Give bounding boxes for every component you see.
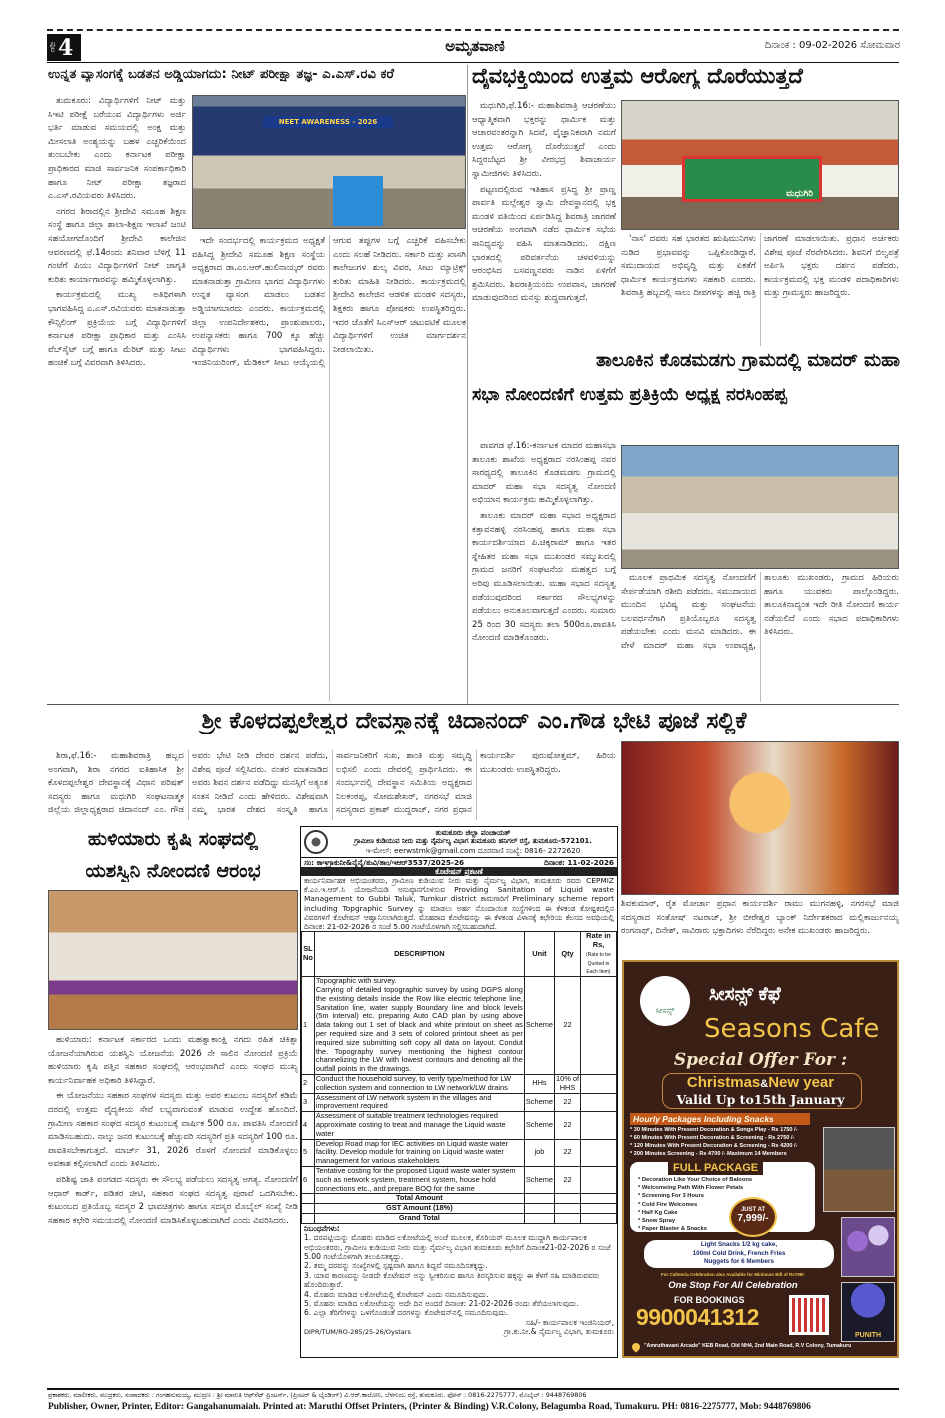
row-desc: Conduct the household survey, to verify type/method for LW collection system and connection to LW network/LW drains bbox=[314, 1074, 524, 1093]
ad-address: "Amruthavani Arcade" KEB Road, Old NH4, 2nd Main Road, R.V Colony, Tumakuru bbox=[644, 1343, 852, 1349]
masthead-rule bbox=[47, 62, 899, 63]
condition: 6. ಎಲ್ಲಾ ತೆರಿಗೆಗಳನ್ನು ಒಳಗೊಂಡಂತೆ ದರಗಳನ್ನು ಕೊಟೇಷನ್‌ನಲ್ಲಿ ನಮೂದಿಸುವುದು. bbox=[304, 1308, 509, 1318]
row-qty: 22 bbox=[555, 1139, 581, 1166]
row-rate bbox=[581, 1112, 617, 1139]
row-sl: 1 bbox=[302, 977, 315, 1075]
tender-intro: ಕಾರ್ಯನಿರ್ವಾಹಕ ಅಭಿಯಂತರರು, ಗ್ರಾಮೀಣ ಕುಡಿಯುವ ನೀರು ಮತ್ತು ನೈರ್ಮಲ್ಯ ವಿಭಾಗ, ತುಮಕೂರು ರವರು CEPMIZ ಕೆ.ಎಂ.ಇ.ಆರ್.ಸಿ ಯೋಜನೆಯಡಿ ಅನುಷ್ಠಾನಗೊಳಿಸುವ Providing Sanitation of Liquid waste Management to Gubbi Taluk, Tumkur district ಕಾಮಗಾರಿಗೆ Preliminary scheme report including Topgraphic Survey ನ್ನು ಮಾಡಲು ಅರ್ಹ ನೊಂದಾಯಿತ ಸಂಸ್ಥೆಗಳಿಂದ ಈ ಕೆಳಕಂಡ ಕೋಷ್ಟಕದಲ್ಲಿನ ವಿವರಗಳಿಗೆ ಕೊಟೇಷನ್ ಆಹ್ವಾನಿಸಲಾಗಿರುತ್ತದೆ. ಮೊಹರಾದ ಕೊಟೇಷನನ್ನು ಈ ಕೆಳಕಂಡ ವಿಳಾಸಕ್ಕೆ ಕಛೇರಿಯ ಕೆಲಸದ ಅವಧಿಯಲ್ಲಿ ದಿನಾಂಕ: 21-02-2026 ರ ಸಂಜೆ 5.00 ಗಂಟೆಯೊಳಗಾಗಿ ಸಲ್ಲಿಸಬಹುದಾಗಿದೆ. bbox=[304, 876, 614, 932]
table-row bbox=[302, 1166, 617, 1193]
col-rate-label: Rate in Rs, bbox=[586, 931, 611, 950]
tender-ref-date: ದಿನಾಂಕ: 11-02-2026 bbox=[544, 857, 614, 867]
total-row bbox=[302, 1194, 617, 1204]
row-sl: 6 bbox=[302, 1166, 315, 1193]
grand-total-label: Grand Total bbox=[314, 1213, 524, 1223]
madar-para: ತಾಲೂಕು ಮಾದರ್ ಮಹಾ ಸಭಾದ ಅಧ್ಯಕ್ಷರಾದ ಕತ್ತಾವನಹಳ್ಳಿ ನರಸಿಂಹಪ್ಪ ಹಾಗೂ ಮಹಾ ಸಭಾ ಕಾರ್ಯದರ್ಶಿಯಾದ ಪಿ.ಚಿಕ್ಕರಾಮ್ ಹಾಗೂ ಇತರ ಸ್ನೇಹಿತರ ಮಹಾ ಸಭಾ ಮುಖಂಡರ ಸಮ್ಮುಖದಲ್ಲಿ ಗ್ರಾಮದ ಜನರಿಗೆ ಸಂಘಟನೆಯ ಮಹತ್ವದ ಬಗ್ಗೆ ಅರಿವು ಮೂಡಿಸಲಾಯಿತು. ಮಹಾ ಸಭಾದ ಸದಸ್ಯತ್ವ ಪಡೆಯುವುದರಿಂದ ಸರ್ಕಾರದ ಸೌಲಭ್ಯಗಳನ್ನು ಪಡೆಯಲು ಅನುಕೂಲವಾಗುತ್ತದೆ ಎಂದರು. ಸುಮಾರು 25 ರಿಂದ 30 ಸದಸ್ಯರು ತಲಾ 500ರೂ.ಪಾವತಿಸಿ ನೋಂದಣಿ ಮಾಡಿಕೊಂಡರು. bbox=[472, 510, 616, 644]
gst-row bbox=[302, 1204, 617, 1214]
full-package-title: FULL PACKAGE bbox=[668, 1161, 763, 1175]
ad-photo-punith bbox=[841, 1282, 895, 1342]
full-package-item: * Screening For 3 Hours bbox=[638, 1193, 705, 1200]
students-figure bbox=[333, 176, 383, 226]
madar-para: ಮೂಲಕ ಪ್ರಾಥಮಿಕ ಸದಸ್ಯತ್ವ ನೋಂದಣಿಗೆ ಸೇರ್ಪಡೆಯಾಗಿ ರಶೀದಿ ಪಡೆದರು. ಸಮುದಾಯದ ಮುಂದಿನ ಭವಿಷ್ಯ ಮತ್ತು ಸಂಘಟನೆಯ ಬಲವರ್ಧನೆಗಾಗಿ ಪ್ರತಿಯೊಬ್ಬರೂ ಸದಸ್ಯತ್ವ ಪಡೆಯಬೇಕು ಎಂದು ಮನವಿ ಮಾಡಿದರು. ಈ ವೇಳೆ ಮಾದರ್ ಮಹಾ ಸಭಾ ಉಪಾಧ್ಯಕ್ಷ, ತಾಲೂಕು ಮುಖಂಡರು, ಗ್ರಾಮದ ಹಿರಿಯರು ಹಾಗೂ ಯುವಕರು ಪಾಲ್ಗೊಂಡಿದ್ದರು. ತಾಲೂಕಿನಾದ್ಯಂತ ಇದೇ ರೀತಿ ನೋಂದಣಿ ಕಾರ್ಯ ನಡೆಯಲಿದೆ ಎಂದು ಸಭಾದ ಪದಾಧಿಕಾರಿಗಳು ತಿಳಿಸಿದರು. bbox=[621, 573, 899, 651]
table-row bbox=[302, 1074, 617, 1093]
seasons-cafe-ad bbox=[622, 960, 899, 1358]
neet-body-continued bbox=[192, 235, 466, 701]
ad-photo-balloons bbox=[841, 1217, 895, 1277]
row-sl: 2 bbox=[302, 1074, 315, 1093]
page-label: ಪುಟ bbox=[49, 42, 57, 53]
col-rate bbox=[581, 932, 617, 977]
huliyar-headline-line1: ಹುಳಿಯಾರು ಕೃಷಿ ಸಂಘದಲ್ಲಿ bbox=[87, 828, 259, 850]
neet-para: ತುಮಕೂರು: ವಿದ್ಯಾರ್ಥಿಗಳಿಗೆ ನೀಟ್ ಮತ್ತು ಸಿಇಟಿ ಪರೀಕ್ಷೆ ಬರೆಯುವ ವಿದ್ಯಾರ್ಥಿಗಳು ಅರ್ಜಿ ಭರ್ತಿ ಮಾಡುವ ಸಮಯದಲ್ಲಿ ಅಂಕ್ಷ ಮತ್ತು ಮೀಸಲಾತಿ ಅಂಶ್ಯಯನ್ನು ಬಹಳ ಎಚ್ಚರಿಕೆಯಿಂದ ತುಂಬಬೇಕು ಎಂದು ಕರ್ನಾಟಕ ಪರೀಕ್ಷಾ ಪ್ರಾಧಿಕಾರದ ಮಾಜಿ ಸಾರ್ವಜನಿಕ ಸಂಪರ್ಕಾಧಿಕಾರಿ ಹಾಗೂ ನೀಟ್ ಪರೀಕ್ಷಾ ತಜ್ಞರಾದ ಎ.ಎಸ್.ರವಿಯವರು ತಿಳಿಸಿದರು. bbox=[48, 96, 186, 202]
snacks-line: Light Snacks 1/2 kg cake, bbox=[700, 1241, 778, 1248]
photo-label: PUNITH bbox=[854, 1332, 882, 1339]
devotion-body-continued bbox=[621, 233, 899, 346]
row-rate bbox=[581, 1139, 617, 1166]
location-pin-icon bbox=[630, 1341, 641, 1352]
col-description: DESCRIPTION bbox=[314, 932, 524, 977]
ad-name-english: Seasons Cafe bbox=[704, 1014, 880, 1044]
hourly-title: Hourly Packages Including Snacks bbox=[630, 1113, 810, 1125]
row-sl: 4 bbox=[302, 1112, 315, 1139]
page-number: 4 bbox=[58, 34, 74, 61]
col-sl: SL No bbox=[302, 932, 315, 977]
huliyar-photo bbox=[48, 890, 298, 1030]
devotion-body bbox=[472, 100, 616, 346]
hourly-item: * 60 Minutes With Present Decoration & Screening - Rs 2750 /- bbox=[630, 1135, 795, 1141]
ad-name-kannada: ಸೀಸನ್ಸ್ ಕೆಫೆ bbox=[709, 984, 781, 1005]
full-package-item: * Half Kg Cake bbox=[638, 1209, 678, 1216]
huliyar-para: ಹುಳಿಯಾರು: ಕರ್ನಾಟಕ ಸರ್ಕಾರದ ಒಂದು ಮಹತ್ವಾಕಾಂಕ್ಷಿ ನಗದು ರಹಿತ ಚಿಕಿತ್ಸಾ ಯೋಜನೆಯಾಗಿರುವ ಯಶಸ್ವಿನಿ ಯೋಜನೆಯ 2026 ನೇ ಸಾಲಿನ ನೋಂದಣಿ ಪ್ರಕ್ರಿಯೆ ಹುಳಿಯಾರು ಕೃಷಿ ಪತ್ತಿನ ಸಹಕಾರ ಸಂಘದಲ್ಲಿ ಆರಂಭವಾಗಿದೆ ಎಂದು ಸಂಘದ ಮುಖ್ಯ ಕಾರ್ಯನಿರ್ವಾಹಕ ಅಧಿಕಾರಿ ತಿಳಿಸಿದ್ದಾರೆ. bbox=[48, 1035, 298, 1086]
tender-office-line1: ತುಮಕೂರು ಜಿಲ್ಲಾ ಪಂಚಾಯತ್ bbox=[435, 828, 511, 837]
row-desc-title: Topographic with survey. bbox=[315, 976, 397, 986]
row-unit: Scheme bbox=[524, 977, 554, 1075]
row-unit: job bbox=[524, 1139, 554, 1166]
devotion-para: 'ನಾಸ' ದವರು ಸಹ ಭಾರತದ ಋಷಿಮುನಿಗಳು ನುಡಿದ ಪ್ರಭಾವವನ್ನು ಒಪ್ಪಿಕೊಂಡಿದ್ದಾರೆ. ಸಮುದಾಯದ ಅಭಿವೃದ್ಧಿ ಮತ್ತು ಏಕತೆಗೆ ಧಾರ್ಮಿಕ ಕಾರ್ಯಕ್ರಮಗಳು ಸಹಕಾರಿ ಎಂದರು. ಶಿವರಾತ್ರಿ ಹಬ್ಬದಲ್ಲಿ ಸಾಲು ದೀಪಗಳನ್ನು ಹಚ್ಚಿ ರಾತ್ರಿ ಜಾಗರಣೆ ಮಾಡಲಾಯಿತು. ಪ್ರಧಾನ ಅರ್ಚಕರು ವಿಶೇಷ ಪೂಜೆ ನೆರವೇರಿಸಿದರು. ಶಿವನಿಗೆ ಬಿಲ್ವಪತ್ರೆ ಅರ್ಪಿಸಿ ಭಕ್ತರು ದರ್ಶನ ಪಡೆದರು. ಕಾರ್ಯಕ್ರಮದಲ್ಲಿ ಭಕ್ತ ಮಂಡಳಿ ಪದಾಧಿಕಾರಿಗಳು ಮತ್ತು ಗ್ರಾಮಸ್ಥರು ಹಾಜರಿದ್ದರು. bbox=[621, 234, 899, 299]
valid-until: Valid Up to15th January bbox=[676, 1092, 845, 1107]
government-emblem-icon bbox=[304, 830, 328, 854]
row-desc: Develop Road map for IEC activities on Liquid waste water facility. Develop module for training on Liquid waste water management for various stakeholders bbox=[314, 1139, 524, 1166]
table-row bbox=[302, 1139, 617, 1166]
row-sl: 3 bbox=[302, 1093, 315, 1112]
row-rate bbox=[581, 1074, 617, 1093]
table-row bbox=[302, 1112, 617, 1139]
devotion-headline: ದೈವಭಕ್ತಿಯಿಂದ ಉತ್ತಮ ಆರೋಗ್ಯ ದೊರೆಯುತ್ತದೆ bbox=[472, 64, 803, 88]
top-rule bbox=[47, 29, 899, 31]
devotion-photo-banner: ಮಧುಗಿರಿ bbox=[682, 156, 822, 202]
row-qty: 10% of HHS bbox=[556, 1073, 580, 1092]
dipr-code: DIPR/TUM/RO-285/25-26/Oystars bbox=[304, 1328, 411, 1337]
neet-headline: ಉನ್ನತ ವ್ಯಾಸಂಗಕ್ಕೆ ಬಡತನ ಅಡ್ಡಿಯಾಗದು: ನೀಟ್ ಪರೀಕ್ಷಾ ತಜ್ಞ- ಎ.ಎಸ್.ರವಿ ಕರೆ bbox=[48, 67, 394, 82]
signature-line1: ಸಹಿ/- ಕಾರ್ಯಪಾಲಕ ಇಂಜಿನಿಯರ್, bbox=[525, 1317, 614, 1327]
row-sl: 5 bbox=[302, 1139, 315, 1166]
condition: 3. ಯಾವ ಕಾರಣವನ್ನು ನೀಡದೇ ಕೊಟೇಷನ್ ಅನ್ನು ಸ್ವೀಕರಿಸುವ ಹಾಗೂ ತಿರಸ್ಕರಿಸುವ ಹಕ್ಕನ್ನು ಈ ಕೆಳಗೆ ಸಹಿ ಮಾಡಿರುವವರು ಹೊಂದಿರುತ್ತಾರೆ. bbox=[304, 1270, 600, 1290]
ampersand: & bbox=[760, 1078, 769, 1090]
row-unit: Scheme bbox=[524, 1166, 554, 1193]
madar-body bbox=[472, 440, 616, 702]
price-badge bbox=[729, 1197, 777, 1237]
page-number-box bbox=[47, 34, 81, 61]
neet-para: ಇದೇ ಸಂದರ್ಭದಲ್ಲಿ ಕಾರ್ಯಕ್ರಮದ ಅಧ್ಯಕ್ಷತೆ ವಹಿಸಿದ್ದ ಶ್ರೀದೇವಿ ಸಮೂಹ ಶಿಕ್ಷಣ ಸಂಸ್ಥೆಯ ಅಧ್ಯಕ್ಷರಾದ ಡಾ.ಎಂ.ಆರ್.ಹುಲಿನಾಯ್ಕರ್ ರವರು ಮಾತನಾಡುತ್ತಾ ಗ್ರಾಮೀಣ ಭಾಗದ ವಿದ್ಯಾರ್ಥಿಗಳು ಉನ್ನತ ವ್ಯಾಸಂಗ ಮಾಡಲು ಬಡತನ ಅಡ್ಡಿಯಾಗಬಾರದು ಎಂದರು. ಕಾರ್ಯಕ್ರಮದಲ್ಲಿ ಜಿಲ್ಲಾ ಉಪನಿರ್ದೇಶಕರು, ಪ್ರಾಂಶುಪಾಲರು, ಉಪನ್ಯಾಸಕರು ಹಾಗೂ 700 ಕ್ಕೂ ಹೆಚ್ಚು ವಿದ್ಯಾರ್ಥಿಗಳು ಭಾಗವಹಿಸಿದ್ದರು. ಇಂಜಿನಿಯರಿಂಗ್, ಮೆಡಿಕಲ್ ಸೀಟು ಆಯ್ಕೆಯಲ್ಲಿ ಆಗುವ ತಪ್ಪುಗಳ ಬಗ್ಗೆ ಎಚ್ಚರಿಕೆ ವಹಿಸಬೇಕು ಎಂದು ಸಲಹೆ ನೀಡಿದರು. ಸರ್ಕಾರಿ ಮತ್ತು ಖಾಸಗಿ ಕಾಲೇಜುಗಳ ಶುಲ್ಕ ವಿವರ, ಸೀಟು ಮ್ಯಾಟ್ರಿಕ್ಸ್ ಕುರಿತು ಮಾಹಿತಿ ನೀಡಿದರು. ಕಾರ್ಯಕ್ರಮದಲ್ಲಿ ಶ್ರೀದೇವಿ ಕಾಲೇಜಿನ ಆಡಳಿತ ಮಂಡಳಿ ಸದಸ್ಯರು, ಶಿಕ್ಷಕರು ಹಾಗೂ ಪೋಷಕರು ಉಪಸ್ಥಿತರಿದ್ದರು. ಇದರ ಜೊತೆಗೆ ಸಿಎಸ್‌ಆರ್ ಚಟುವಟಿಕೆ ಮೂಲಕ ವಿದ್ಯಾರ್ಥಿಗಳಿಗೆ ಉಚಿತ ಮಾರ್ಗದರ್ಶನ ನೀಡಲಾಯಿತು. bbox=[192, 236, 466, 369]
tender-contact: ಇ-ಮೇಲ್: eerwstmk@gmail.com ದೂರವಾಣಿ ಸಂಖ್ಯೆ: 0816- 2272620 bbox=[365, 846, 581, 856]
neet-para: ಕಾರ್ಯಕ್ರಮದಲ್ಲಿ ಮುಖ್ಯ ಅತಿಥಿಗಳಾಗಿ ಭಾಗವಹಿಸಿದ್ದ ಎ.ಎಸ್.ರವಿಯವರು ಮಾತನಾಡುತ್ತಾ ಕೌನ್ಸಿಲಿಂಗ್ ಪ್ರಕ್ರಿಯೆಯ ಬಗ್ಗೆ ವಿದ್ಯಾರ್ಥಿಗಳಿಗೆ ಕರ್ನಾಟಕ ಪರೀಕ್ಷಾ ಪ್ರಾಧಿಕಾರ ಮತ್ತು ಎಂಸಿಸಿ ವೆಬ್‌ಸೈಟ್ ಬಗ್ಗೆ ಹಾಗೂ ಮೆರಿಟ್ ಮತ್ತು ಸೀಟು ಹಂಚಿಕೆ ಬಗ್ಗೆ ವಿವರವಾಗಿ ತಿಳಿಸಿದರು. bbox=[48, 290, 186, 369]
hourly-item: * 200 Minutes Screening - Rs 4700 /- Maximum 14 Members bbox=[630, 1151, 787, 1157]
tender-table bbox=[301, 931, 617, 1224]
tender-table-header bbox=[302, 932, 617, 977]
grand-total-row bbox=[302, 1213, 617, 1223]
huliyar-body bbox=[48, 1034, 298, 1356]
footer-kannada: ಪ್ರಕಾಶಕರು, ಮಾಲೀಕರು, ಮುದ್ರಕರು, ಸಂಪಾದಕರು : ಗಂಗಹನುಮಯ್ಯ, ಮುದ್ರಣ : ಶ್ರೀ ಮಾರುತಿ ಆಫ್‌ಸೆಟ್ ಪ್ರಿಂಟರ್ಸ್, (ಪ್ರಿಂಟರ್ & ಬೈಂಡಿಂಗ್) ವಿ.ಆರ್.ಕಾಲೋನಿ, ಬೆಳಗುಂಬ ರಸ್ತೆ, ತುಮಕೂರು. ಫೋನ್ : 0816-2275777, ಮೊಬೈಲ್ : 9448769806 bbox=[48, 1391, 587, 1399]
occasion-christmas: Christmas bbox=[686, 1074, 761, 1091]
snacks-line: 100ml Cold Drink, French Fries bbox=[692, 1249, 786, 1257]
hourly-item: * 30 Minutes With Present Decoration & Songs Play - Rs 1750 /- bbox=[630, 1127, 798, 1133]
snacks-box bbox=[644, 1240, 834, 1268]
huliyar-headline-line2: ಯಶಸ್ವಿನಿ ನೋಂದಣಿ ಆರಂಭ bbox=[85, 860, 261, 882]
tender-office-line2: ಗ್ರಾಮೀಣ ಕುಡಿಯುವ ನೀರು ಮತ್ತು ನೈರ್ಮಲ್ಯ ವಿಭಾಗ ತುಮಕೂರು ಹನಿಗಲ್ ರಸ್ತೆ, ತುಮಕೂರು-572101. bbox=[354, 837, 592, 846]
column-divider bbox=[467, 65, 468, 705]
madar-para: ಪಾವಗಡ ಫೆ.16:-ಕರ್ನಾಟಕ ಮಾದರ ಮಹಾಸಭಾ ತಾಲೂಕು ಶಾಖೆಯ ಅಧ್ಯಕ್ಷರಾದ ನರಸಿಂಹಪ್ಪ ನವರ ಸಾರಥ್ಯದಲ್ಲಿ ತಾಲೂಕಿನ ಕೊಡಮಡಗು ಗ್ರಾಮದಲ್ಲಿ ಮಾದರ್ ಮಹಾ ಸಭಾ ಸದಸ್ಯತ್ವ ನೋಂದಣಿ ಅಭಿಯಾನ ಕಾರ್ಯಕ್ರಮ ಹಮ್ಮಿಕೊಳ್ಳಲಾಗಿತ್ತು. bbox=[472, 441, 616, 506]
temple-caption: ಶಿವಕುಮಾರ್, ರೈತ ಮೋರ್ಚಾ ಪ್ರಧಾನ ಕಾರ್ಯದರ್ಶಿ ರಾಮು ಮುಗನಹಳ್ಳಿ, ನಗರಸಭೆ ಮಾಜಿ ಸದಸ್ಯರಾದ ಸಂತೋಷ್ ನಟರಾಜ್, ಶ್ರೀ ಬೀರೇಶ್ವರ ಬ್ಯಾಂಕ್ ನಿರ್ದೇಶಕರಾದ ಮಲ್ಲಿಕಾರ್ಜುನಯ್ಯ ರಂಗನಾಥ್, ದಿನೇಶ್, ಸಾವಿರಾರು ಭಕ್ತಾದಿಗಳು ನೆರೆದಿದ್ದರು ಅನೇಕ ಮುಖಂಡರು ಹಾಜರಿದ್ದರು. bbox=[621, 899, 899, 937]
temple-body bbox=[48, 750, 616, 820]
full-package-item: * Welcomeing Path With Flower Petals bbox=[638, 1185, 744, 1192]
temple-headline: ಶ್ರೀ ಕೊಳದಪ್ಪಲೇಶ್ವರ ದೇವಸ್ಥಾನಕ್ಕೆ ಚಿದಾನಂದ್ ಎಂ.ಗೌಡ ಭೇಟಿ ಪೂಜೆ ಸಲ್ಲಿಕೆ bbox=[201, 708, 747, 734]
devotion-para: ಪಟ್ಟಣದಲ್ಲಿರುವ ಇತಿಹಾಸ ಪ್ರಸಿದ್ಧ ಶ್ರೀ ಪ್ರಾಣ್ಣ ಪಾರ್ವತಿ ಮಲ್ಲೇಶ್ವರ ಸ್ವಾಮಿ ದೇವಸ್ಥಾನದಲ್ಲಿ ಭಕ್ತ ಮಂಡಳಿ ವತಿಯಿಂದ ಏರ್ಪಡಿಸಿದ್ದ ಶಿವರಾತ್ರಿ ಜಾಗರಣೆ ಆಚರಣೆಯ ಅಂಗವಾಗಿ ನಡೆದ ಧಾರ್ಮಿಕ ಸಭೆಯ ಸಾನಿಧ್ಯವನ್ನು ವಹಿಸಿ ಮಾತನಾಡಿದರು. ದಕ್ಷಿಣ ಭಾರತದಲ್ಲಿ ಪರಿವರ್ತನೆಯ ಚಳವಳಿಯನ್ನು ಆರಂಭಿಸಿದ ಬಸವಣ್ಣನವರು ನಾಡಿನ ಏಳಿಗೆಗೆ ಶ್ರಮಿಸಿದರು. ಶಿವರಾತ್ರಿಯಂದು ಉಪವಾಸ, ಜಾಗರಣೆ ಮಾಡುವುದರಿಂದ ಮನಸ್ಸು ಶುದ್ಧವಾಗುತ್ತದೆ. bbox=[472, 184, 616, 304]
devotion-photo bbox=[621, 100, 899, 230]
tender-notice bbox=[300, 826, 618, 1358]
logo-text: ಸೀಸನ್ಸ್ bbox=[655, 1006, 675, 1015]
row-desc: Assessment of LW network system in the villages and improvement required bbox=[314, 1093, 524, 1112]
table-row bbox=[302, 1093, 617, 1112]
gst-amount-label: GST Amount (18%) bbox=[314, 1204, 524, 1214]
col-rate-note: (Rate to be Quoted in Each Item) bbox=[586, 951, 611, 976]
just-at-label: JUST AT bbox=[740, 1207, 766, 1213]
huliyar-para: ಈ ಯೋಜನೆಯು ಸಹಕಾರ ಸಂಘಗಳ ಸದಸ್ಯರು ಮತ್ತು ಅವರ ಕುಟುಂಬ ಸದಸ್ಯರಿಗೆ ಕಡಿಮೆ ದರದಲ್ಲಿ ಉತ್ತಮ ವೈದ್ಯಕೀಯ ಸೇವೆ ಲಭ್ಯವಾಗುವಂತೆ ಮಾಡುವ ಉದ್ದೇಶ ಹೊಂದಿದೆ. ಗ್ರಾಮೀಣ ಸಹಕಾರ ಸಂಘದ ಸದಸ್ಯರ ಕುಟುಂಬಕ್ಕೆ ವಾರ್ಷಿಕ 500 ರೂ. ಪಾವತಿಸಿ ನೋಂದಣಿ ಮಾಡಿಸಬಹುದು. ನಾಲ್ಕು ಜನರ ಕುಟುಂಬಕ್ಕೆ ಹೆಚ್ಚುವರಿ ಸದಸ್ಯರಿಗೆ ಪ್ರತಿ ಸದಸ್ಯರಿಗೆ 100 ರೂ. ಪಾವತಿಸಬೇಕಾಗುತ್ತದೆ. ಮಾರ್ಚ್ 31, 2026 ರೊಳಗೆ ನೋಂದಣಿ ಮಾಡಿಕೊಳ್ಳಲು ಅವಕಾಶ ಕಲ್ಪಿಸಲಾಗಿದೆ ಎಂದು ತಿಳಿಸಿದರು. bbox=[48, 1091, 298, 1170]
occasion-new-year: New year bbox=[768, 1074, 835, 1091]
total-amount-label: Total Amount bbox=[314, 1194, 524, 1204]
row-unit: HHs bbox=[524, 1074, 554, 1093]
row-qty: 22 bbox=[555, 1166, 581, 1193]
row-qty: 22 bbox=[555, 1112, 581, 1139]
madar-headline-line1: ತಾಲೂಕಿನ ಕೊಡಮಡಗು ಗ್ರಾಮದಲ್ಲಿ ಮಾದರ್ ಮಹಾ bbox=[596, 350, 900, 371]
huliyar-para: ಪರಿಶಿಷ್ಟ ಜಾತಿ ಪಂಗಡದ ಸದಸ್ಯರು ಈ ಸೌಲಭ್ಯ ಪಡೆಯಲು ಸದಸ್ಯತ್ವ ಅಗತ್ಯ. ನೋಂದಣಿಗೆ ಆಧಾರ್ ಕಾರ್ಡ್, ಪಡಿತರ ಚೀಟಿ, ಸಹಕಾರ ಸಂಘದ ಸದಸ್ಯತ್ವ ಪುರಾವೆ ಒದಗಿಸಬೇಕು. ಕುಟುಂಬದ ಪ್ರತಿಯೊಬ್ಬ ಸದಸ್ಯರ 2 ಭಾವಚಿತ್ರಗಳು ಹಾಗೂ ಸದಸ್ಯರ ಮೊಬೈಲ್ ಸಂಖ್ಯೆ ನೀಡಿ ಸಹಕಾರ ಕಛೇರಿ ಸಮಯದಲ್ಲಿ ನೋಂದಣಿ ಮಾಡಿಸಿಕೊಳ್ಳಬಹುದಾಗಿದೆ ಎಂದು ವಿವರಿಸಿದರು. bbox=[48, 1174, 298, 1226]
row-desc-detail: Carrying of detailed topographic survey by using DGPS along the existing details inside the Row like electric telephone line, Sanitation line, water supply Boundary line and block levels (5m interval) etc. preparing Auto CAD plan by using above data taking out 1 set of black and white printout on sheet as per required size and 3 sets of colored printout sheet as per required size submitting soft copy all data on layout. Condut the. Topography survey mentioning the highest contour channelizing the LW with lowest contours and denoting all the outfall points in the drawings. bbox=[315, 985, 523, 1074]
row-desc: Tentative costing for the proposed Liquid waste water system such as network system, treatment system, house hold connections etc., and prepare BOQ for the same bbox=[314, 1166, 524, 1193]
table-row bbox=[302, 977, 617, 1075]
tender-notice-title: ಕೊಟೇಷನ್ ಪ್ರಕಟಣೆ bbox=[301, 867, 617, 876]
temple-para: ಶಿರಾ,ಫೆ.16:- ಮಹಾಶಿವರಾತ್ರಿ ಹಬ್ಬದ ಅಂಗವಾಗಿ, ಶಿರಾ ನಗರದ ಐತಿಹಾಸಿಕ ಶ್ರೀ ಕೊಳದಪ್ಪಲೇಶ್ವರ ದೇವಸ್ಥಾನಕ್ಕೆ ವಿಧಾನ ಪರಿಷತ್ ಸದಸ್ಯರು ಹಾಗೂ ಮಧುಗಿರಿ ಸಂಘಟನಾತ್ಮಕ ಜಿಲ್ಲೆಯ ಜಿಲ್ಲಾಧ್ಯಕ್ಷರಾದ ಚಿದಾನಂದ್ ಎಂ. ಗೌಡ ಅವರು ಭೇಟಿ ನೀಡಿ ದೇವರ ದರ್ಶನ ಪಡೆದು, ವಿಶೇಷ ಪೂಜೆ ಸಲ್ಲಿಸಿದರು. ನಂತರ ಮಾತನಾಡಿದ ಅವರು ಶಿವನ ದರ್ಶನ ಪಡೆದಿದ್ದು ಮನಸ್ಸಿಗೆ ಅತ್ಯಂತ ಸಂತಸ ನೀಡಿದೆ ಎಂದು ಹೇಳಿದರು. ವಿಶೇಷವಾಗಿ ನಮ್ಮ ಭಾರತ ದೇಶದ ಸಂಸ್ಕೃತಿ ಹಾಗೂ ಸಾರ್ವಜನಿಕರಿಗೆ ಸುಖ, ಶಾಂತಿ ಮತ್ತು ಸಮೃದ್ಧಿ ಲಭಿಸಲಿ ಎಂದು ದೇವರಲ್ಲಿ ಪ್ರಾರ್ಥಿಸಿದರು. ಈ ಸಂದರ್ಭದಲ್ಲಿ ದೇವಸ್ಥಾನ ಸಮಿತಿಯ ಅಧ್ಯಕ್ಷರಾದ ನಿಲಕಂಠಪ್ಪ, ಸೋಮಶೇಖರ್, ನಗರಸಭೆ ಮಾಜಿ ಸದಸ್ಯರಾದ ಪ್ರಕಾಶ್ ಮುದ್ದರಾಜ್, ನಗರ ಪ್ರಧಾನ ಕಾರ್ಯದರ್ಶಿ ಪುರುಷೋತ್ತಮ್, ಹಿರಿಯ ಮುಖಂಡರು ಉಪಸ್ಥಿತರಿದ್ದರು. bbox=[48, 751, 616, 816]
snacks-line: Nuggets for 6 Members bbox=[704, 1258, 774, 1265]
row-rate bbox=[581, 977, 617, 1075]
devotion-para: ಮಧುಗಿರಿ,ಫೆ.16:- ಮಹಾಶಿವರಾತ್ರಿ ಆಚರಣೆಯು ಆಧ್ಯಾತ್ಮಿಕವಾಗಿ ಭಕ್ತರನ್ನು ಧಾರ್ಮಿಕ ಮತ್ತು ಆಚಾರವಂತರನ್ನಾಗಿ ಸಿದವೆ, ವೈಜ್ಞಾನಿಕವಾಗಿ ನಮಗೆ ಉತ್ತಮ ಆರೋಗ್ಯ ದೊರೆಯುತ್ತದೆ ಎಂದು ಸಿದ್ದರಬೆಟ್ಟದ ಶ್ರೀ ವೀರಭದ್ರ ಶಿವಾಚಾರ್ಯ ಸ್ವಾಮೀಜಿಗಳು ತಿಳಿಸಿದರು. bbox=[472, 101, 616, 179]
row-qty: 22 bbox=[555, 1093, 581, 1112]
cafeteria-note: For Cafeteria Celebration also Available for Minimum Bill of Rs799/- bbox=[661, 1272, 805, 1277]
ad-tagline: One Stop For All Celebration bbox=[668, 1280, 798, 1291]
full-package-item: * Snow Spray bbox=[638, 1218, 676, 1225]
full-package-item: * Paper Blaster & Snacks bbox=[638, 1226, 707, 1233]
col-qty: Qty bbox=[555, 932, 581, 977]
neet-body bbox=[48, 95, 186, 701]
neet-photo-banner: NEET AWARENESS - 2026 bbox=[263, 116, 393, 128]
row-unit: Scheme bbox=[524, 1112, 554, 1139]
full-package-item: * Decoration Like Your Choice of Baloons bbox=[638, 1177, 753, 1183]
paper-name: ಅಮೃತವಾಣಿ bbox=[445, 37, 505, 55]
hourly-item: * 120 Minutes With Present Decoration & Screening - Rs 4200 /- bbox=[630, 1143, 798, 1149]
ad-photo-decor bbox=[823, 1127, 895, 1212]
neet-photo bbox=[192, 95, 466, 229]
madar-photo bbox=[621, 445, 899, 569]
madar-headline-line2: ಸಭಾ ನೋಂದಣಿಗೆ ಉತ್ತಮ ಪ್ರತಿಕ್ರಿಯೆ ಅಧ್ಯಕ್ಷ ನರಸಿಂಹಪ್ಪ bbox=[472, 385, 787, 405]
condition: 2. ತಮ್ಮ ದರವನ್ನು ಸಂಖ್ಯೆಗಳಲ್ಲಿ ಸ್ಪಷ್ಟವಾಗಿ ಹಾಗೂ ಶಿದ್ದವೆ ನಮೂದಿಸತಕ್ಕದ್ದು. bbox=[304, 1261, 488, 1271]
row-qty: 22 bbox=[555, 977, 581, 1075]
tender-ref-no: ಸಂ: ಕಾಇಗ್ರಾಕುನೀ&ನೈನೈ/ತುವಿ/ತಾಂ/ಇಆರ್3537/2025-26 bbox=[304, 857, 465, 867]
condition: 1. ದರಪಟ್ಟಿಯನ್ನು ಮೊಹರು ಮಾಡಿದ ಲಕೋಟೆಯಲ್ಲಿ ಅಂಚೆ ಮೂಲಕ, ಕೊರಿಯರ್ ಮೂಲಕ ಮುದ್ದಾಗಿ ಕಾರ್ಯಪಾಲಕ ಅಭಿಯಂತರರು, ಗ್ರಾಮೀಣ ಕುಡಿಯುವ ನೀರು ಮತ್ತು ನೈರ್ಮಲ್ಯ ವಿಭಾಗ ತುಮಕೂರು ಕಛೇರಿಗೆ ದಿನಾಂಕ21-02-2026 ರ ಸಂಜೆ 5.00 ಗಂಟೆಯೊಳಗಾಗಿ ತಲುಪಿಸತಕ್ಕದ್ದು. bbox=[304, 1233, 611, 1261]
bookings-label: FOR BOOKINGS bbox=[674, 1295, 745, 1305]
qr-code-icon bbox=[789, 1295, 829, 1335]
conditions-title: ನಿಬಂಧನೆಗಳು: bbox=[304, 1223, 340, 1233]
row-desc bbox=[314, 977, 524, 1075]
section-rule bbox=[47, 704, 899, 705]
temple-photo bbox=[621, 741, 899, 895]
signature-line2: ಗ್ರಾ.ಕು.ನೀ.& ನೈರ್ಮಲ್ಯ ವಿಭಾಗ, ತುಮಕೂರು bbox=[504, 1327, 614, 1337]
package-price: 7,999/- bbox=[737, 1213, 769, 1224]
row-rate bbox=[581, 1093, 617, 1112]
condition: 4. ಮೊಹರು ಮಾಡಿದ ಲಕೋಟೆಯಲ್ಲಿ ಕೊಟೇಷನ್ ಎಂದು ನಮೂದಿಸುವುದು. bbox=[304, 1289, 489, 1299]
special-offer: Special Offer For : bbox=[673, 1050, 848, 1070]
full-package-item: * Cold Fire Welcomes bbox=[638, 1201, 698, 1208]
issue-date: ದಿನಾಂಕ : 09-02-2026 ಸೋಮವಾರ bbox=[764, 40, 900, 51]
row-desc: Assessment of suitable treatment technologies required approximate costing to treat and manage the Liquid waste water bbox=[314, 1112, 524, 1139]
footer-english: Publisher, Owner, Printer, Editor: Gangahanumaiah. Printed at: Maruthi Offset Printers, (Printer & Binding) V.R.Colony, Belagumba Road, Tumakuru. PH: 0816-2275777, Mob: 9448769806 bbox=[48, 1402, 811, 1412]
row-rate bbox=[581, 1166, 617, 1193]
condition: 5. ಮೊಹರು ಮಾಡಿದ ಲಕೋಟೆಯನ್ನು ಅದೇ ದಿನ ಅಂದರೆ ದಿನಾಂಕ: 21-02-2026 ರಂದು ತೆರೆಯಲಾಗುವುದು. bbox=[304, 1298, 579, 1308]
booking-phone: 9900041312 bbox=[636, 1304, 759, 1330]
neet-para: ನಗರದ ಶಿರಾದಲ್ಲಿನ ಶ್ರೀದೇವಿ ಸಮೂಹ ಶಿಕ್ಷಣ ಸಂಸ್ಥೆ ಹಾಗೂ ಜಿಲ್ಲಾ ಶಾಲಾ-ಶಿಕ್ಷಣ ಇಲಾಖೆ ಜಂಟಿ ಸಹಯೋಗದೊಂದಿಗೆ ಶ್ರೀದೇವಿ ಕಾಲೇಜಿನ ಆವರಣದಲ್ಲಿ ಫೆ.14ರಂದು ಶನಿವಾರ ಬೆಳಿಗ್ಗೆ 11 ಗಂಟೆಗೆ ಪಿಯು ವಿದ್ಯಾರ್ಥಿಗಳಿಗೆ ನೀಟ್ ಜಾಗೃತಿ ಕುರಿತು ಕಾರ್ಯಾಗಾರವನ್ನು ಹಮ್ಮಿಕೊಳ್ಳಲಾಗಿತ್ತು. bbox=[48, 206, 186, 285]
cafe-logo bbox=[640, 976, 690, 1026]
madar-body-continued bbox=[621, 572, 899, 702]
col-unit: Unit bbox=[524, 932, 554, 977]
row-unit: Scheme bbox=[524, 1093, 554, 1112]
footer-rule bbox=[47, 1388, 899, 1390]
